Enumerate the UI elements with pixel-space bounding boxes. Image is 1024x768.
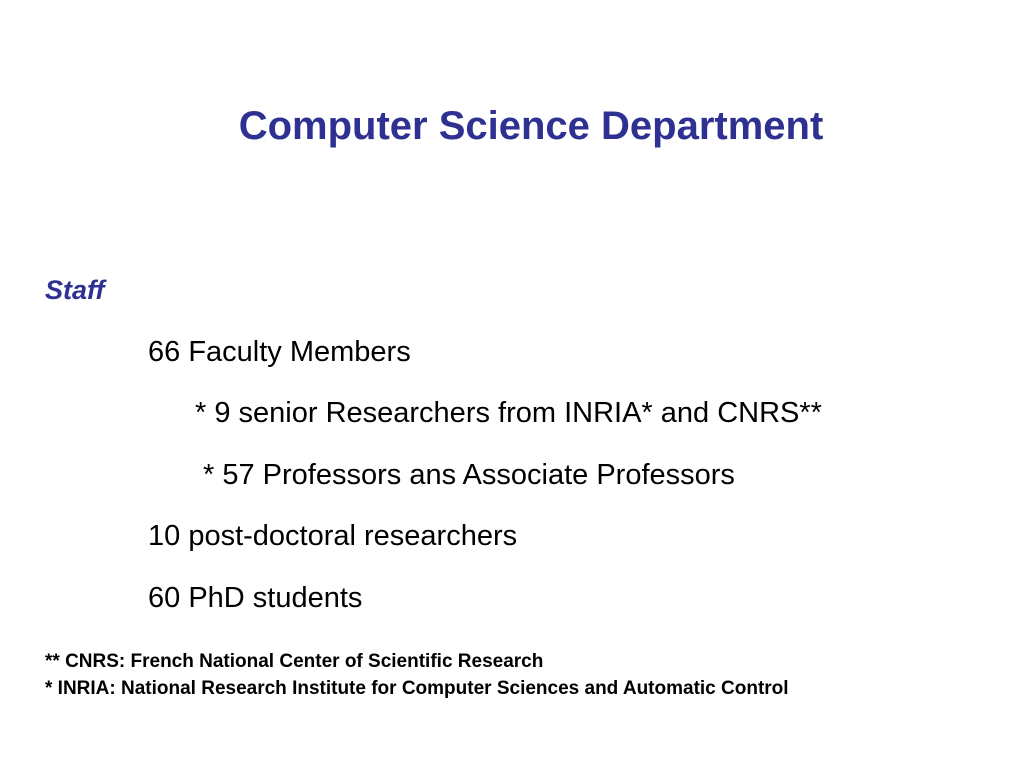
professors-line: * 57 Professors ans Associate Professors: [203, 459, 735, 491]
footnote-inria: * INRIA: National Research Institute for Computer Sciences and Automatic Control: [45, 678, 789, 699]
footnote-cnrs: ** CNRS: French National Center of Scientific Research: [45, 651, 544, 672]
slide-title: Computer Science Department: [238, 104, 824, 148]
faculty-members-line: 66 Faculty Members: [148, 336, 411, 368]
phd-students-line: 60 PhD students: [148, 582, 363, 614]
section-heading-staff: Staff: [45, 275, 105, 305]
postdoc-line: 10 post-doctoral researchers: [148, 520, 518, 552]
senior-researchers-line: * 9 senior Researchers from INRIA* and CNRS**: [195, 397, 822, 429]
